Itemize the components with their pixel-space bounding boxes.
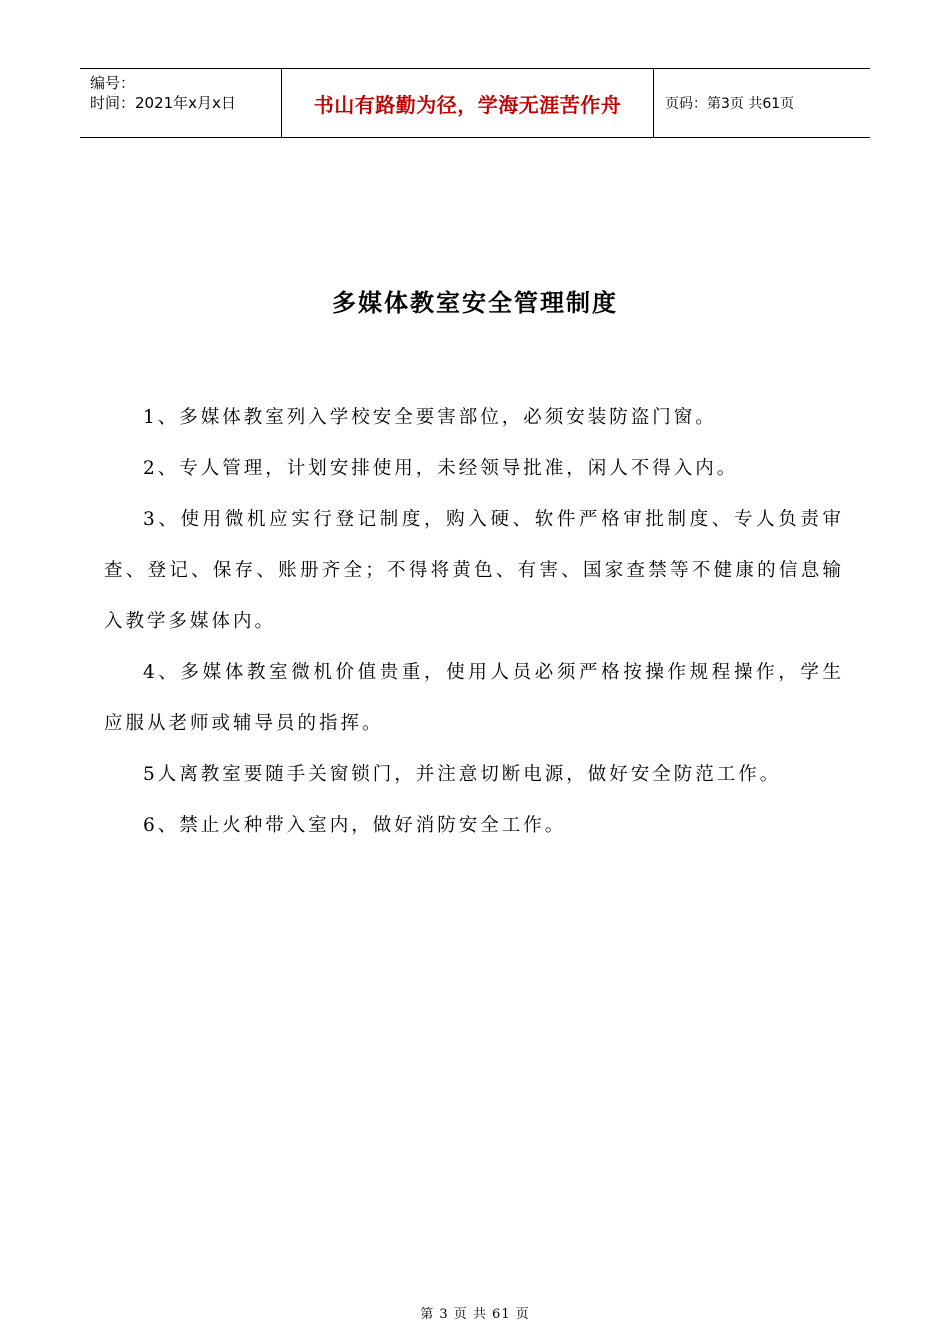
header-page-cell	[654, 69, 870, 137]
page-info: 页码：第3页 共61页	[665, 96, 795, 112]
rule-paragraph-5: 5人离教室要随手关窗锁门，并注意切断电源，做好安全防范工作。	[143, 764, 782, 785]
motto-text: 书山有路勤为径，学海无涯苦作舟	[313, 92, 622, 117]
document-body	[104, 392, 844, 851]
number-label: 编号：	[90, 74, 136, 92]
header-meta-cell	[80, 69, 282, 137]
rule-paragraph-4: 4、多媒体教室微机价值贵重，使用人员必须严格按操作规程操作，学生应服从老师或辅导员的指挥。	[104, 662, 844, 734]
date-line: 时间：2021年x月x日	[90, 94, 236, 112]
page-footer: 第 3 页 共 61 页	[420, 1307, 530, 1322]
page-header	[80, 68, 870, 138]
rule-paragraph-3: 3、使用微机应实行登记制度，购入硬、软件严格审批制度、专人负责审查、登记、保存、账册齐全；不得将黄色、有害、国家查禁等不健康的信息输入教学多媒体内。	[104, 509, 844, 632]
rule-paragraph-1: 1、多媒体教室列入学校安全要害部位，必须安装防盗门窗。	[143, 407, 717, 428]
header-motto-cell	[282, 69, 654, 137]
document-title: 多媒体教室安全管理制度	[332, 289, 618, 317]
rule-paragraph-2: 2、专人管理，计划安排使用，未经领导批准，闲人不得入内。	[143, 458, 739, 479]
rule-paragraph-6: 6、禁止火种带入室内，做好消防安全工作。	[143, 815, 567, 836]
